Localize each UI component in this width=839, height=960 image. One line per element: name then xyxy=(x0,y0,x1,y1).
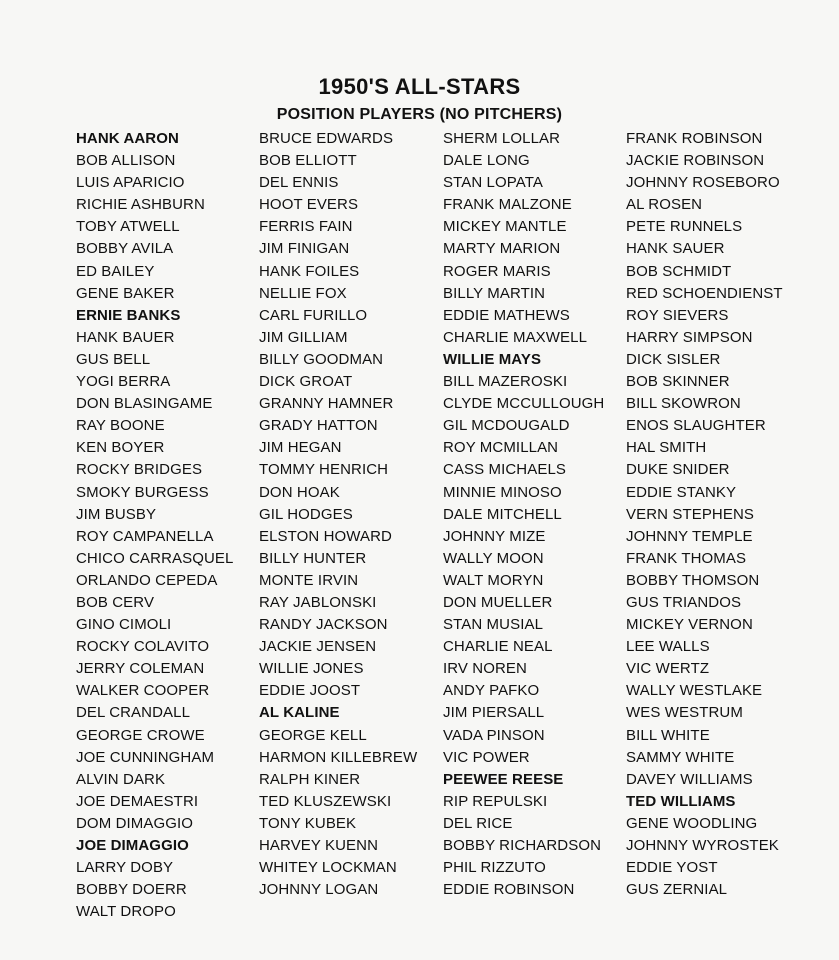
player-name: BOBBY DOERR xyxy=(76,881,187,899)
player-name: ROY MCMILLAN xyxy=(443,439,559,457)
player-name: ROY SIEVERS xyxy=(626,306,729,324)
player-name: BILLY MARTIN xyxy=(443,284,546,302)
player-name: PETE RUNNELS xyxy=(626,218,743,236)
player-name: HANK BAUER xyxy=(76,328,175,346)
player-name: RAY JABLONSKI xyxy=(259,593,377,611)
player-name: JIM HEGAN xyxy=(259,439,342,457)
player-name: BILL MAZEROSKI xyxy=(443,373,568,391)
player-column-4 xyxy=(626,128,783,901)
player-name: BOB SKINNER xyxy=(626,373,730,391)
player-name: DUKE SNIDER xyxy=(626,461,730,479)
player-name: WILLIE JONES xyxy=(259,660,364,678)
player-name: CARL FURILLO xyxy=(259,306,368,324)
player-name: CLYDE MCCULLOUGH xyxy=(443,395,605,413)
player-name: DON BLASINGAME xyxy=(76,395,213,413)
player-name: ANDY PAFKO xyxy=(443,682,540,700)
player-name: HARVEY KUENN xyxy=(259,837,379,854)
player-name: RANDY JACKSON xyxy=(259,616,388,634)
player-name: AL KALINE xyxy=(259,704,340,722)
player-name: FRANK ROBINSON xyxy=(626,130,763,147)
player-name: BOBBY RICHARDSON xyxy=(443,837,602,854)
player-name: GUS BELL xyxy=(76,350,151,368)
player-name: BOBBY AVILA xyxy=(76,240,174,258)
player-name: GUS TRIANDOS xyxy=(626,593,742,611)
player-name: EDDIE STANKY xyxy=(626,483,737,501)
player-name: CHARLIE NEAL xyxy=(443,638,553,656)
player-name: AL ROSEN xyxy=(626,196,703,214)
player-name: CHICO CARRASQUEL xyxy=(76,549,234,567)
player-name: LUIS APARICIO xyxy=(76,174,185,192)
player-name: FRANK MALZONE xyxy=(443,196,572,214)
player-name: NELLIE FOX xyxy=(259,284,347,302)
player-name: HANK AARON xyxy=(76,130,179,147)
player-name: WHITEY LOCKMAN xyxy=(259,859,397,877)
player-name: DALE MITCHELL xyxy=(443,505,562,523)
player-name: ROCKY COLAVITO xyxy=(76,638,210,656)
player-name: ELSTON HOWARD xyxy=(259,527,392,545)
player-name: ROCKY BRIDGES xyxy=(76,461,203,479)
player-name: ERNIE BANKS xyxy=(76,306,181,324)
player-name: MICKEY VERNON xyxy=(626,616,753,634)
player-name: WALT DROPO xyxy=(76,903,176,921)
player-name: TOMMY HENRICH xyxy=(259,461,389,479)
player-name: BOB SCHMIDT xyxy=(626,262,732,280)
player-name: RALPH KINER xyxy=(259,770,361,788)
player-name: GRADY HATTON xyxy=(259,417,378,435)
player-name: VADA PINSON xyxy=(443,726,545,744)
player-name: JOHNNY MIZE xyxy=(443,527,546,545)
player-column-2 xyxy=(259,128,417,901)
player-name: HOOT EVERS xyxy=(259,196,359,214)
player-name: JERRY COLEMAN xyxy=(76,660,205,678)
player-name: EDDIE JOOST xyxy=(259,682,361,700)
player-name: GEORGE CROWE xyxy=(76,726,205,744)
player-name: JOHNNY TEMPLE xyxy=(626,527,753,545)
player-name: WALKER COOPER xyxy=(76,682,210,700)
player-name: RAY BOONE xyxy=(76,417,165,435)
player-name: WALLY WESTLAKE xyxy=(626,682,763,700)
player-name: TOBY ATWELL xyxy=(76,218,180,236)
player-name: WALLY MOON xyxy=(443,549,544,567)
player-name: BILLY HUNTER xyxy=(259,549,367,567)
player-name: RICHIE ASHBURN xyxy=(76,196,205,214)
player-name: LEE WALLS xyxy=(626,638,710,656)
player-name: JOHNNY LOGAN xyxy=(259,881,379,899)
player-name: VIC POWER xyxy=(443,748,530,766)
player-name: JACKIE JENSEN xyxy=(259,638,377,656)
player-name: HARMON KILLEBREW xyxy=(259,748,418,766)
player-name: JIM PIERSALL xyxy=(443,704,545,722)
player-name: GENE BAKER xyxy=(76,284,175,302)
player-name: EDDIE YOST xyxy=(626,859,718,877)
player-name: CHARLIE MAXWELL xyxy=(443,328,588,346)
player-name: JIM BUSBY xyxy=(76,505,157,523)
player-name: DON MUELLER xyxy=(443,593,553,611)
player-name: BRUCE EDWARDS xyxy=(259,130,394,147)
player-name: DICK GROAT xyxy=(259,373,353,391)
player-name: DEL CRANDALL xyxy=(76,704,191,722)
player-column-3 xyxy=(443,128,604,901)
player-name: TED WILLIAMS xyxy=(626,792,736,810)
player-name: JOHNNY WYROSTEK xyxy=(626,837,779,854)
player-name: WES WESTRUM xyxy=(626,704,743,722)
player-name: ENOS SLAUGHTER xyxy=(626,417,766,435)
player-name: JOE CUNNINGHAM xyxy=(76,748,215,766)
player-name: HANK SAUER xyxy=(626,240,725,258)
player-name: PEEWEE REESE xyxy=(443,770,564,788)
player-name: HAL SMITH xyxy=(626,439,707,457)
player-name: TED KLUSZEWSKI xyxy=(259,792,392,810)
player-name: KEN BOYER xyxy=(76,439,165,457)
player-name: JIM FINIGAN xyxy=(259,240,350,258)
player-name: WALT MORYN xyxy=(443,571,544,589)
player-name: FERRIS FAIN xyxy=(259,218,353,236)
player-name: GUS ZERNIAL xyxy=(626,881,728,899)
player-name: VIC WERTZ xyxy=(626,660,710,678)
player-name: IRV NOREN xyxy=(443,660,527,678)
player-name: WILLIE MAYS xyxy=(443,350,542,368)
player-name: YOGI BERRA xyxy=(76,373,171,391)
player-name: BOB CERV xyxy=(76,593,155,611)
player-name: ROGER MARIS xyxy=(443,262,551,280)
player-name: GINO CIMOLI xyxy=(76,616,172,634)
player-name: EDDIE MATHEWS xyxy=(443,306,570,324)
player-column-1 xyxy=(76,128,233,923)
player-name: LARRY DOBY xyxy=(76,859,174,877)
player-name: JOE DIMAGGIO xyxy=(76,837,189,854)
player-name: STAN LOPATA xyxy=(443,174,544,192)
player-name: STAN MUSIAL xyxy=(443,616,544,634)
player-name: RIP REPULSKI xyxy=(443,792,548,810)
player-name: JIM GILLIAM xyxy=(259,328,348,346)
player-name: ROY CAMPANELLA xyxy=(76,527,214,545)
player-name: ED BAILEY xyxy=(76,262,155,280)
player-name: ALVIN DARK xyxy=(76,770,166,788)
player-name: BILLY GOODMAN xyxy=(259,350,384,368)
player-name: SMOKY BURGESS xyxy=(76,483,209,501)
player-name: RED SCHOENDIENST xyxy=(626,284,783,302)
player-name: JOHNNY ROSEBORO xyxy=(626,174,780,192)
player-name: SAMMY WHITE xyxy=(626,748,735,766)
page-subtitle: POSITION PLAYERS (NO PITCHERS) xyxy=(276,106,563,123)
player-name: TONY KUBEK xyxy=(259,814,357,832)
player-name: GIL HODGES xyxy=(259,505,353,523)
player-name: JOE DEMAESTRI xyxy=(76,792,199,810)
player-name: DALE LONG xyxy=(443,152,530,170)
player-name: VERN STEPHENS xyxy=(626,505,754,523)
player-name: GEORGE KELL xyxy=(259,726,367,744)
player-name: DON HOAK xyxy=(259,483,340,501)
player-name: CASS MICHAELS xyxy=(443,461,566,479)
player-name: BILL SKOWRON xyxy=(626,395,741,413)
player-name: DOM DIMAGGIO xyxy=(76,814,194,832)
player-name: BOB ELLIOTT xyxy=(259,152,357,170)
player-name: SHERM LOLLAR xyxy=(443,130,561,147)
page-title: 1950'S ALL-STARS xyxy=(318,74,521,99)
player-name: BOBBY THOMSON xyxy=(626,571,760,589)
player-name: MICKEY MANTLE xyxy=(443,218,567,236)
player-name: ORLANDO CEPEDA xyxy=(76,571,218,589)
player-name: FRANK THOMAS xyxy=(626,549,747,567)
player-name: DEL ENNIS xyxy=(259,174,339,192)
player-name: JACKIE ROBINSON xyxy=(626,152,765,170)
player-name: BILL WHITE xyxy=(626,726,710,744)
player-name: DEL RICE xyxy=(443,814,513,832)
player-name: PHIL RIZZUTO xyxy=(443,859,546,877)
player-name: MINNIE MINOSO xyxy=(443,483,562,501)
player-name: BOB ALLISON xyxy=(76,152,176,170)
player-name: DICK SISLER xyxy=(626,350,721,368)
player-name: GIL MCDOUGALD xyxy=(443,417,570,435)
player-name: EDDIE ROBINSON xyxy=(443,881,575,899)
player-name: GRANNY HAMNER xyxy=(259,395,394,413)
player-name: GENE WOODLING xyxy=(626,814,758,832)
player-name: MONTE IRVIN xyxy=(259,571,359,589)
player-name: HANK FOILES xyxy=(259,262,360,280)
player-name: HARRY SIMPSON xyxy=(626,328,753,346)
player-name: DAVEY WILLIAMS xyxy=(626,770,753,788)
player-name: MARTY MARION xyxy=(443,240,561,258)
